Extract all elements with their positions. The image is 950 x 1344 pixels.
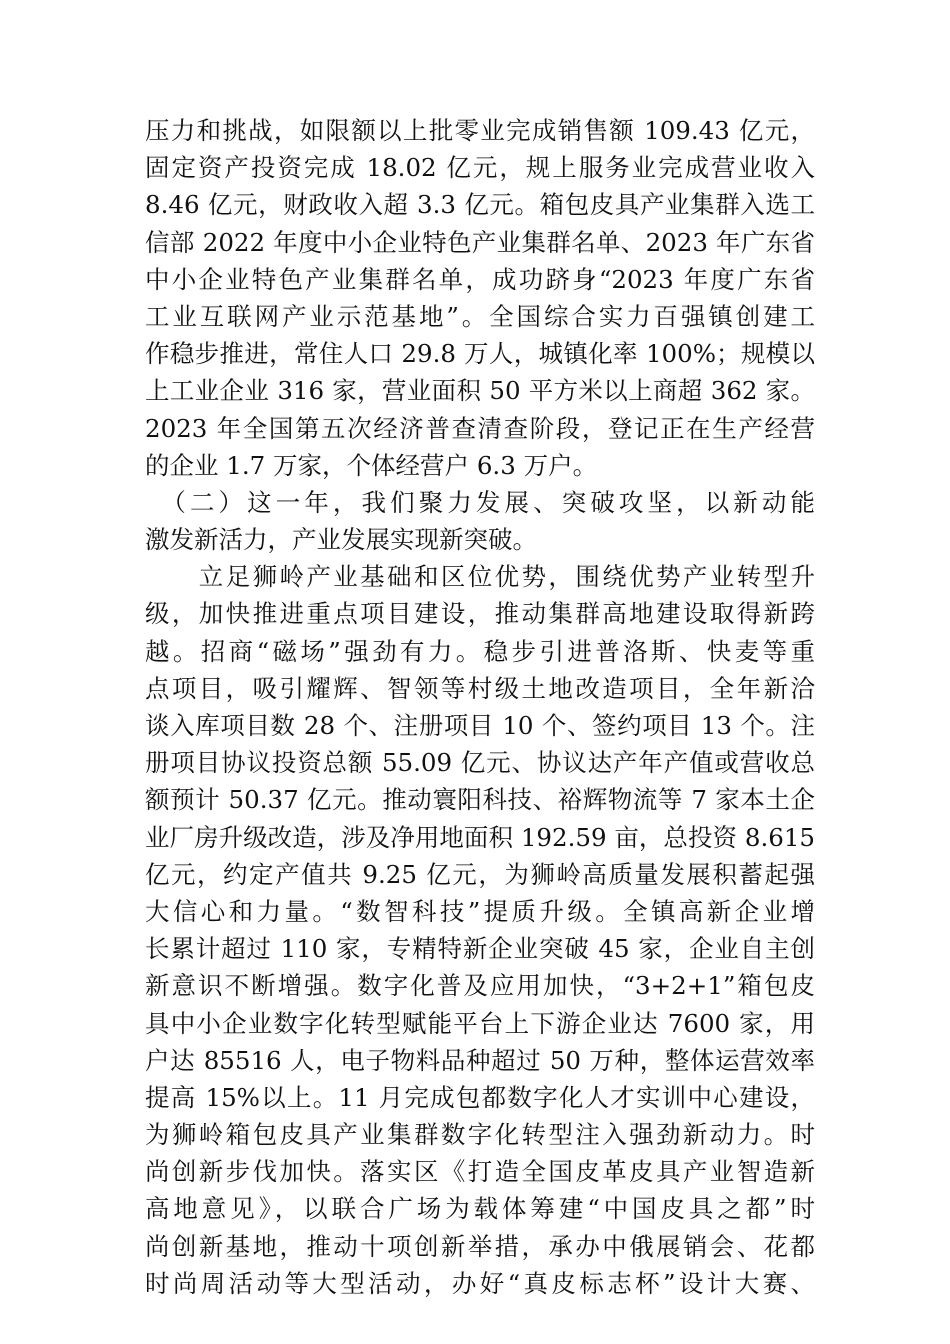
text-line: 提高 15%以上。11 月完成包都数字化人才实训中心建设， (145, 1082, 815, 1112)
text-line: 新意识不断增强。数字化普及应用加快，“3+2+1”箱包皮 (145, 971, 815, 1001)
text-line: 压力和挑战，如限额以上批零业完成销售额 109.43 亿元， (145, 116, 815, 145)
text-line: 8.46 亿元，财政收入超 3.3 亿元。箱包皮具产业集群入选工 (145, 190, 815, 220)
text-line: 的企业 1.7 万家，个体经营户 6.3 万户。 (145, 450, 598, 480)
text-line: 为狮岭箱包皮具产业集群数字化转型注入强劲新动力。时 (145, 1120, 815, 1150)
text-line: 尚创新基地，推动十项创新举措，承办中俄展销会、花都 (145, 1231, 815, 1261)
text-line: 立足狮岭产业基础和区位优势，围绕优势产业转型升 (145, 562, 815, 592)
text-line: 中小企业特色产业集群名单，成功跻身“2023 年度广东省 (145, 264, 815, 294)
body-text (145, 112, 815, 1302)
text-line: 大信心和力量。“数智科技”提质升级。全镇高新企业增 (145, 896, 815, 926)
text-line: 户达 85516 人，电子物料品种超过 50 万种，整体运营效率 (145, 1045, 815, 1075)
text-line: 工业互联网产业示范基地”。全国综合实力百强镇创建工 (145, 301, 815, 331)
text-line: 上工业企业 316 家，营业面积 50 平方米以上商超 362 家。 (145, 376, 815, 406)
text-line: 级，加快推进重点项目建设，推动集群高地建设取得新跨 (145, 599, 815, 629)
text-line: 高地意见》，以联合广场为载体筹建“中国皮具之都”时 (145, 1194, 815, 1224)
text-line: 尚创新步伐加快。落实区《打造全国皮革皮具产业智造新 (145, 1157, 815, 1187)
text-line: 谈入库项目数 28 个、注册项目 10 个、签约项目 13 个。注 (145, 711, 815, 740)
section-heading-line: 激发新活力，产业发展实现新突破。 (145, 525, 537, 555)
text-line: 作稳步推进，常住人口 29.8 万人，城镇化率 100%；规模以 (145, 339, 815, 369)
section-heading-line: （二）这一年，我们聚力发展、突破攻坚，以新动能 (145, 487, 815, 517)
text-line: 点项目，吸引耀辉、智领等村级土地改造项目，全年新洽 (145, 673, 815, 703)
text-line: 固定资产投资完成 18.02 亿元，规上服务业完成营业收入 (145, 153, 815, 183)
text-line: 亿元，约定产值共 9.25 亿元，为狮岭高质量发展积蓄起强 (145, 859, 815, 889)
text-line: 额预计 50.37 亿元。推动寰阳科技、裕辉物流等 7 家本土企 (145, 785, 815, 815)
text-line: 时尚周活动等大型活动，办好“真皮标志杯”设计大赛、 (145, 1268, 815, 1298)
text-line: 业厂房升级改造，涉及净用地面积 192.59 亩，总投资 8.615 (145, 822, 815, 852)
text-line: 具中小企业数字化转型赋能平台上下游企业达 7600 家，用 (145, 1008, 815, 1038)
text-line: 长累计超过 110 家，专精特新企业突破 45 家，企业自主创 (145, 934, 815, 964)
text-line: 2023 年全国第五次经济普查清查阶段，登记正在生产经营 (145, 413, 815, 443)
text-line: 信部 2022 年度中小企业特色产业集群名单、2023 年广东省 (145, 227, 815, 257)
text-line: 册项目协议投资总额 55.09 亿元、协议达产年产值或营收总 (145, 748, 815, 778)
text-line: 越。招商“磁场”强劲有力。稳步引进普洛斯、快麦等重 (145, 636, 815, 666)
